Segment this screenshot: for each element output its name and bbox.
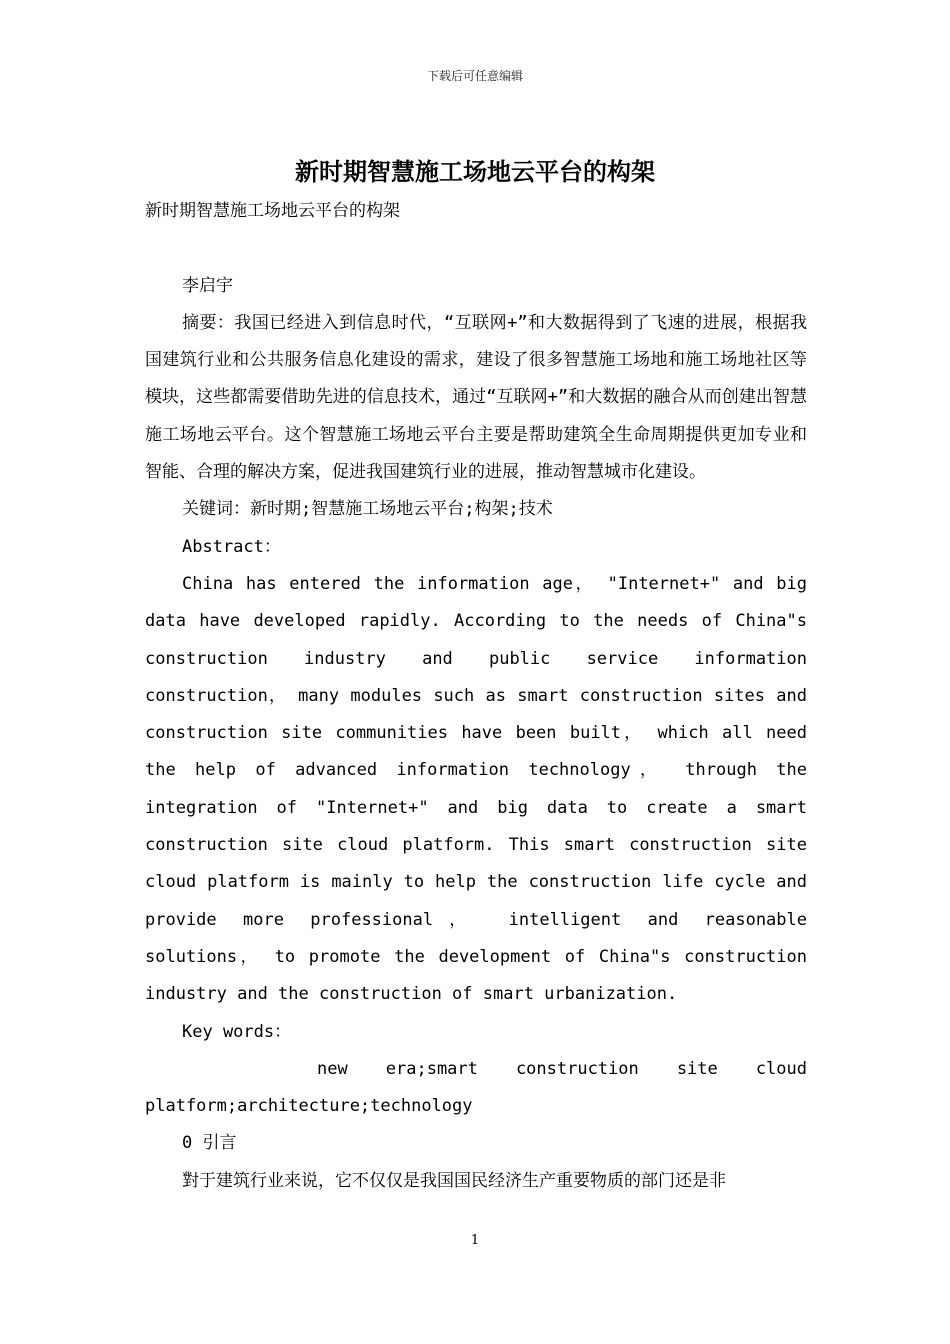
abstract-cn: 摘要：我国已经进入到信息时代，“互联网+”和大数据得到了飞速的进展，根据我国建筑行业和公共服务信息化建设的需求，建设了很多智慧施工场地和施工场地社区等模块，这些都需要借助先进的信息技术，通过“互联网+”和大数据的融合从而创建出智慧施工场地云平台。这个智慧施工场地云平台主要是帮助建筑全生命周期提供更加专业和智能、合理的解决方案，促进我国建筑行业的进展，推动智慧城市化建设。 (145, 312, 807, 483)
keyword-word: construction (515, 1058, 639, 1079)
section-heading: 0 引言 (182, 1133, 237, 1154)
abstract-en-label: Abstract： (182, 536, 281, 557)
keyword-word: new (317, 1058, 348, 1079)
blank-line (145, 230, 807, 267)
abstract-en: China has entered the information age， "Internet+" and big data have developed rapidly. According to the needs of China"s construction industry and public service information construction， many modules such as smart construction sites and construction site communities have been built， which all need the help of advanced information technology， through the integration of "Internet+" and big data to create a smart construction site cloud platform. This smart construction site cloud platform is mainly to help the construction life cycle and provide more professional， intelligent and reasonable solutions， to promote the development of China"s construction industry and the construction of smart urbanization. (145, 573, 807, 1005)
keywords-en-tail: platform;architecture;technology (145, 1096, 473, 1117)
header-note: 下载后可任意编辑 (426, 69, 523, 83)
subtitle: 新时期智慧施工场地云平台的构架 (145, 201, 400, 221)
keywords-en-line (145, 1051, 807, 1088)
keywords-cn: 关键词：新时期;智慧施工场地云平台;构架;技术 (182, 499, 553, 520)
keyword-word: cloud (755, 1058, 807, 1079)
page-number: 1 (470, 1233, 480, 1248)
keyword-word: site (676, 1058, 718, 1079)
author: 李启宇 (182, 275, 233, 296)
document-body (145, 193, 807, 1200)
document-title: 新时期智慧施工场地云平台的构架 (295, 158, 655, 186)
keyword-word: era;smart (385, 1058, 478, 1079)
keywords-en-label: Key words： (182, 1021, 292, 1042)
intro-text: 對于建筑行业来说，它不仅仅是我国国民经济生产重要物质的部门还是非 (182, 1170, 726, 1191)
